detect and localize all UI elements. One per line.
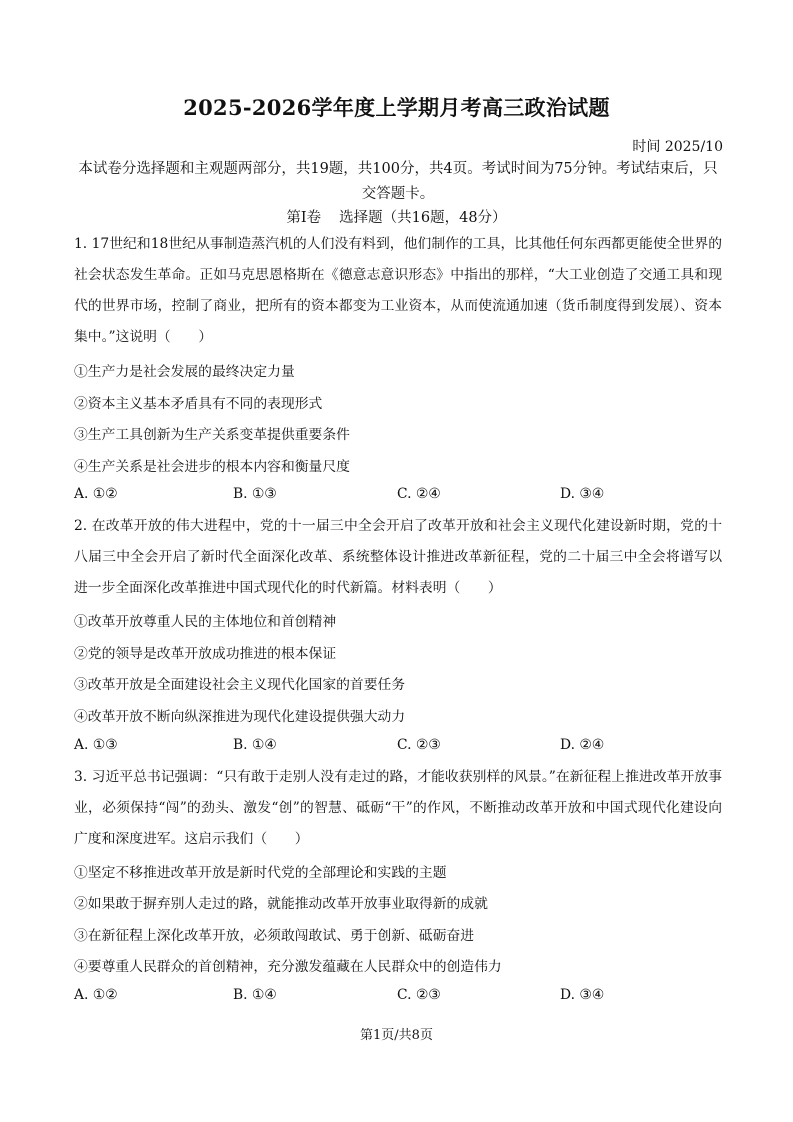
question-1-choice-c: C. ②④ [397,486,441,502]
section-description: 选择题（共16题，48分） [339,210,507,226]
question-2-choices [74,737,722,759]
question-2-choice-b: B. ①④ [233,737,277,753]
question-1-option-1: ①生产力是社会发展的最终决定力量 [74,364,295,380]
question-1-option-2: ②资本主义基本矛盾具有不同的表现形式 [74,396,323,412]
page-footer: 第1页/共8页 [360,1028,433,1043]
question-2-option-2: ②党的领导是改革开放成功推进的根本保证 [74,646,337,662]
question-2-choice-c: C. ②③ [397,737,441,753]
question-1-choice-b: B. ①③ [233,486,277,502]
section-heading [0,206,793,227]
question-1-choice-d: D. ③④ [560,486,605,502]
question-2-choice-a: A. ①③ [74,737,118,753]
question-1-option-4: ④生产关系是社会进步的根本内容和衡量尺度 [74,459,350,475]
exam-intro: 本试卷分选择题和主观题两部分，共19题，共100分，共4页。考试时间为75分钟。考试结束后，只交答题卡。 [78,161,718,202]
question-3-option-1: ①坚定不移推进改革开放是新时代党的全部理论和实践的主题 [74,865,447,881]
question-3-choice-d: D. ③④ [560,987,605,1003]
question-2-option-4: ④改革开放不断向纵深推进为现代化建设提供强大动力 [74,709,406,725]
question-3-choice-c: C. ②③ [397,987,441,1003]
question-3-option-2: ②如果敢于摒弃别人走过的路，就能推动改革开放事业取得新的成就 [74,896,488,912]
question-1-choices [74,486,722,508]
question-2-stem: 2. 在改革开放的伟大进程中，党的十一届三中全会开启了改革开放和社会主义现代化建设新时期，党的十八届三中全会开启了新时代全面深化改革、系统整体设计推进改革新征程，党的二十届三中全会将谱写以进一步全面深化改革推进中国式现代化的时代新篇。材料表明（ ） [74,518,722,596]
question-3-stem: 3. 习近平总书记强调：“只有敢于走别人没有走过的路，才能收获别样的风景。”在新征程上推进改革开放事业，必须保持“闯”的劲头、激发“创”的智慧、砥砺“干”的作风，不断推动改革开放和中国式现代化建设向广度和深度进军。这启示我们（ ） [74,769,722,847]
question-3-option-3: ③在新征程上深化改革开放，必须敢闯敢试、勇于创新、砥砺奋进 [74,928,475,944]
question-2-option-3: ③改革开放是全面建设社会主义现代化国家的首要任务 [74,677,406,693]
exam-time: 时间 2025/10 [632,139,723,155]
question-3-choice-a: A. ①② [74,987,118,1003]
question-3-choice-b: B. ①④ [233,987,277,1003]
question-1-option-3: ③生产工具创新为生产关系变革提供重要条件 [74,427,350,443]
question-3-choices [74,987,722,1009]
exam-title: 2025-2026学年度上学期月考高三政治试题 [183,95,610,120]
question-2-option-1: ①改革开放尊重人民的主体地位和首创精神 [74,614,337,630]
question-2-choice-d: D. ②④ [560,737,605,753]
section-label: 第Ⅰ卷 [286,210,322,226]
question-3-option-4: ④要尊重人民群众的首创精神，充分激发蕴藏在人民群众中的创造伟力 [74,959,502,975]
question-1-stem: 1. 17世纪和18世纪从事制造蒸汽机的人们没有料到，他们制作的工具，比其他任何东西都更能使全世界的社会状态发生革命。正如马克思恩格斯在《德意志意识形态》中指出的那样，“大工业创造了交通工具和现代的世界市场，控制了商业，把所有的资本都变为工业资本，从而使流通加速（货币制度得到发展）、资本集中。”这说明（ ） [74,236,722,345]
question-1-choice-a: A. ①② [74,486,118,502]
